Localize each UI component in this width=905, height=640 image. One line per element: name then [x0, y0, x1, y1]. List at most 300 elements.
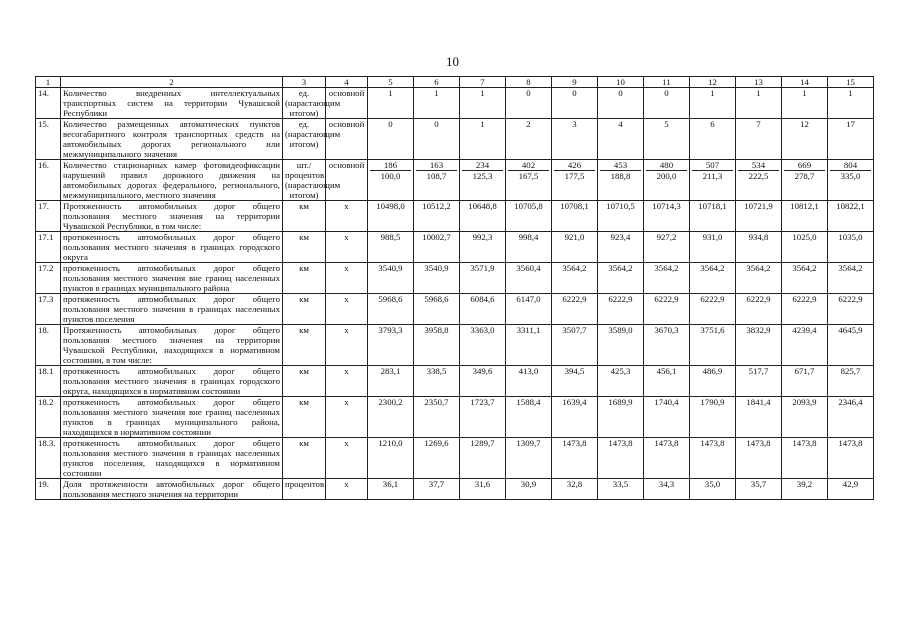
value: 1473,8	[562, 438, 587, 448]
value-cell	[460, 438, 506, 479]
value: 3670,3	[654, 325, 679, 335]
value-cell	[460, 397, 506, 438]
value-cell	[368, 160, 414, 201]
value: 6222,9	[608, 294, 633, 304]
value-cell	[414, 294, 460, 325]
value: 6	[710, 119, 715, 129]
value-cell	[598, 119, 644, 160]
value: 35,0	[704, 479, 721, 489]
value-cell	[828, 119, 874, 160]
value-cell	[598, 397, 644, 438]
value-cell	[782, 397, 828, 438]
value-cell	[736, 160, 782, 201]
value-cell	[828, 325, 874, 366]
table-row	[36, 201, 874, 232]
value: 2	[526, 119, 531, 129]
value: 1289,7	[470, 438, 495, 448]
value: 453	[613, 160, 628, 170]
value: 1269,6	[424, 438, 449, 448]
indicator-type: х	[326, 438, 368, 479]
value: 1790,9	[700, 397, 725, 407]
value-cell	[460, 325, 506, 366]
table-row	[36, 294, 874, 325]
value: 934,8	[748, 232, 769, 242]
value: 413,0	[518, 366, 539, 376]
value: 669	[797, 160, 812, 170]
value: 425,3	[610, 366, 631, 376]
value: 0	[434, 119, 439, 129]
value-cell	[368, 263, 414, 294]
value: 10822,1	[836, 201, 865, 211]
value-cell	[368, 88, 414, 119]
value: 30,9	[520, 479, 537, 489]
value-cell	[782, 88, 828, 119]
value: 17	[846, 119, 855, 129]
value: 0	[618, 88, 623, 98]
value-cell	[598, 479, 644, 500]
indicator-name: протяженность автомобильных дорог общего пользования местного значения в границах городского округа, находящихся в нормативном состоянии	[61, 366, 283, 397]
value-cell	[460, 232, 506, 263]
value: 804	[843, 160, 858, 170]
value: 6222,9	[792, 294, 817, 304]
value-cell	[506, 119, 552, 160]
value-cell	[414, 232, 460, 263]
row-number: 17.2	[36, 263, 61, 294]
value-cell	[828, 263, 874, 294]
value: 1473,8	[608, 438, 633, 448]
value: 10714,3	[652, 201, 681, 211]
value-cell	[782, 232, 828, 263]
unit-of-measure: км	[283, 366, 326, 397]
indicator-type: х	[326, 366, 368, 397]
value-cell	[368, 294, 414, 325]
value: 10710,5	[606, 201, 635, 211]
table-row	[36, 325, 874, 366]
unit-of-measure: км	[283, 201, 326, 232]
value-cell	[506, 438, 552, 479]
row-number: 16.	[36, 160, 61, 201]
value-cell	[598, 438, 644, 479]
value-cell	[644, 201, 690, 232]
value: 35,7	[750, 479, 767, 489]
value-cell	[690, 232, 736, 263]
value-cell	[506, 232, 552, 263]
value-cell	[644, 397, 690, 438]
value: 3311,1	[516, 325, 541, 335]
value-cell	[736, 119, 782, 160]
value-cell	[414, 325, 460, 366]
table-row	[36, 438, 874, 479]
indicator-name: Количество внедренных интеллектуальных транспортных систем на территории Чувашской Республики	[61, 88, 283, 119]
table-header-row	[36, 77, 874, 88]
value-cell	[644, 232, 690, 263]
value-cell	[460, 88, 506, 119]
value: 1	[388, 88, 393, 98]
value: 1	[848, 88, 853, 98]
value-cell	[506, 201, 552, 232]
value-cell	[506, 366, 552, 397]
unit-of-measure: км	[283, 263, 326, 294]
value-cell	[690, 438, 736, 479]
value: 3507,7	[562, 325, 587, 335]
value: 3958,8	[424, 325, 449, 335]
value-cell	[782, 325, 828, 366]
value: 10512,2	[422, 201, 451, 211]
value: 3751,6	[700, 325, 725, 335]
indicator-type: х	[326, 325, 368, 366]
value: 10498,0	[376, 201, 405, 211]
value: 931,0	[702, 232, 723, 242]
value-cell	[690, 263, 736, 294]
value-cell	[736, 88, 782, 119]
unit-of-measure: км	[283, 294, 326, 325]
value: 4645,9	[838, 325, 863, 335]
value: 1210,0	[378, 438, 403, 448]
value-percent: 177,5	[554, 170, 595, 181]
value-percent: 108,7	[416, 170, 457, 181]
value-cell	[598, 201, 644, 232]
value-cell	[506, 325, 552, 366]
value: 507	[705, 160, 720, 170]
indicator-type: основной	[326, 119, 368, 160]
value-cell	[782, 438, 828, 479]
indicator-type: х	[326, 201, 368, 232]
unit-of-measure: км	[283, 397, 326, 438]
value: 3571,9	[470, 263, 495, 273]
value: 0	[526, 88, 531, 98]
value: 1035,0	[838, 232, 863, 242]
value: 234	[475, 160, 490, 170]
value: 31,6	[474, 479, 491, 489]
value: 10648,8	[468, 201, 497, 211]
value-cell	[690, 119, 736, 160]
column-header-7: 7	[460, 77, 506, 88]
value: 825,7	[840, 366, 861, 376]
value: 1841,4	[746, 397, 771, 407]
value-cell	[782, 294, 828, 325]
value: 426	[567, 160, 582, 170]
value: 2350,7	[424, 397, 449, 407]
value-cell	[552, 479, 598, 500]
value: 1	[480, 119, 485, 129]
table-row	[36, 88, 874, 119]
value: 1473,8	[746, 438, 771, 448]
indicator-name: протяженность автомобильных дорог общего пользования местного значения в границах населенных пунктов поселения, находящихся в нормативном состоянии	[61, 438, 283, 479]
table-body	[36, 77, 874, 500]
value-cell	[506, 88, 552, 119]
value-cell	[828, 397, 874, 438]
value: 1740,4	[654, 397, 679, 407]
indicator-type: х	[326, 479, 368, 500]
indicators-table	[35, 76, 874, 500]
value-cell	[552, 263, 598, 294]
value: 3589,0	[608, 325, 633, 335]
value-cell	[736, 263, 782, 294]
value: 1	[710, 88, 715, 98]
value-percent: 222,5	[738, 170, 779, 181]
value-cell	[598, 366, 644, 397]
value: 3564,2	[792, 263, 817, 273]
indicator-name: протяженность автомобильных дорог общего пользования местного значения вне границ населенных пунктов в границах муниципального района, находящихся в нормативном состоянии	[61, 397, 283, 438]
unit-of-measure: км	[283, 438, 326, 479]
column-header-13: 13	[736, 77, 782, 88]
value-cell	[690, 325, 736, 366]
value: 5968,6	[378, 294, 403, 304]
value: 349,6	[472, 366, 493, 376]
value-cell	[414, 88, 460, 119]
value-cell	[782, 366, 828, 397]
value-cell	[828, 160, 874, 201]
value: 1473,8	[700, 438, 725, 448]
value: 1	[434, 88, 439, 98]
table-row	[36, 160, 874, 201]
value-cell	[368, 232, 414, 263]
indicator-type: основной	[326, 160, 368, 201]
value: 6222,9	[562, 294, 587, 304]
row-number: 18.2	[36, 397, 61, 438]
value: 1473,8	[792, 438, 817, 448]
value: 921,0	[564, 232, 585, 242]
value: 3564,2	[838, 263, 863, 273]
unit-of-measure: км	[283, 325, 326, 366]
value-cell	[782, 201, 828, 232]
value-cell	[828, 438, 874, 479]
value: 1473,8	[654, 438, 679, 448]
unit-of-measure: км	[283, 232, 326, 263]
value: 3363,0	[470, 325, 495, 335]
value-cell	[460, 160, 506, 201]
value: 988,5	[380, 232, 401, 242]
value-cell	[414, 438, 460, 479]
value: 6084,6	[470, 294, 495, 304]
row-number: 19.	[36, 479, 61, 500]
value: 6222,9	[654, 294, 679, 304]
value-cell	[782, 479, 828, 500]
value-percent: 278,7	[784, 170, 825, 181]
value-cell	[552, 88, 598, 119]
column-header-2: 2	[61, 77, 283, 88]
value: 923,4	[610, 232, 631, 242]
value: 3540,9	[378, 263, 403, 273]
value-cell	[736, 397, 782, 438]
value: 992,3	[472, 232, 493, 242]
value-cell	[506, 479, 552, 500]
value-cell	[690, 201, 736, 232]
indicator-name: Доля протяженности автомобильных дорог общего пользования местного значения на территории	[61, 479, 283, 500]
value-cell	[690, 366, 736, 397]
value-cell	[828, 294, 874, 325]
value: 3	[572, 119, 577, 129]
value-cell	[368, 366, 414, 397]
value: 10718,1	[698, 201, 727, 211]
value-cell	[506, 160, 552, 201]
value: 7	[756, 119, 761, 129]
value-cell	[552, 294, 598, 325]
value: 283,1	[380, 366, 401, 376]
value-cell	[368, 397, 414, 438]
value-cell	[460, 119, 506, 160]
value: 3564,2	[562, 263, 587, 273]
value: 10721,9	[744, 201, 773, 211]
indicator-name: протяженность автомобильных дорог общего пользования местного значения в границах городского округа	[61, 232, 283, 263]
value-cell	[598, 294, 644, 325]
value: 534	[751, 160, 766, 170]
value: 1689,9	[608, 397, 633, 407]
value: 0	[388, 119, 393, 129]
value: 338,5	[426, 366, 447, 376]
indicator-type: х	[326, 397, 368, 438]
value: 10705,8	[514, 201, 543, 211]
value-cell	[828, 232, 874, 263]
value: 4239,4	[792, 325, 817, 335]
value-cell	[506, 294, 552, 325]
value-cell	[552, 160, 598, 201]
row-number: 18.	[36, 325, 61, 366]
value-cell	[460, 366, 506, 397]
value: 1473,8	[838, 438, 863, 448]
value-cell	[368, 438, 414, 479]
value: 3540,9	[424, 263, 449, 273]
value-cell	[644, 88, 690, 119]
value-cell	[414, 201, 460, 232]
column-header-15: 15	[828, 77, 874, 88]
value: 32,8	[566, 479, 583, 489]
unit-of-measure: шт./процентов (нарастающим итогом)	[283, 160, 326, 201]
value-cell	[552, 232, 598, 263]
column-header-4: 4	[326, 77, 368, 88]
indicator-name: Количество размещенных автоматических пунктов весогабаритного контроля транспортных средств на автомобильных дорогах регионального или межмуниципального значения	[61, 119, 283, 160]
column-header-5: 5	[368, 77, 414, 88]
row-number: 18.3.	[36, 438, 61, 479]
value: 12	[800, 119, 809, 129]
value-cell	[368, 325, 414, 366]
unit-of-measure: ед. (нарастающим итогом)	[283, 88, 326, 119]
value: 5968,6	[424, 294, 449, 304]
value-cell	[598, 263, 644, 294]
value: 10002,7	[422, 232, 451, 242]
value: 33,5	[612, 479, 629, 489]
value-cell	[552, 119, 598, 160]
value-cell	[644, 119, 690, 160]
value-cell	[414, 119, 460, 160]
value: 3560,4	[516, 263, 541, 273]
value: 1	[480, 88, 485, 98]
column-header-1: 1	[36, 77, 61, 88]
value: 186	[383, 160, 398, 170]
indicator-type: х	[326, 294, 368, 325]
value: 37,7	[428, 479, 445, 489]
value: 1309,7	[516, 438, 541, 448]
table-row	[36, 366, 874, 397]
row-number: 17.3	[36, 294, 61, 325]
value-cell	[644, 479, 690, 500]
value-cell	[782, 263, 828, 294]
value: 671,7	[794, 366, 815, 376]
value: 1	[802, 88, 807, 98]
value: 1025,0	[792, 232, 817, 242]
unit-of-measure: процентов	[283, 479, 326, 500]
value: 4	[618, 119, 623, 129]
value: 3564,2	[608, 263, 633, 273]
value-percent: 335,0	[830, 170, 871, 181]
value-cell	[736, 479, 782, 500]
table-row	[36, 479, 874, 500]
value-percent: 188,8	[600, 170, 641, 181]
row-number: 14.	[36, 88, 61, 119]
value-cell	[552, 438, 598, 479]
value-cell	[690, 294, 736, 325]
value-cell	[828, 479, 874, 500]
value-cell	[690, 479, 736, 500]
value-cell	[506, 397, 552, 438]
value-percent: 167,5	[508, 170, 549, 181]
value: 3564,2	[700, 263, 725, 273]
value-cell	[736, 366, 782, 397]
indicator-name: Количество стационарных камер фотовидеофиксации нарушений правил дорожного движения на автомобильных дорогах федерального, регионального, межмуниципального, местного значения	[61, 160, 283, 201]
value-cell	[598, 325, 644, 366]
column-header-10: 10	[598, 77, 644, 88]
value-cell	[736, 325, 782, 366]
value-cell	[598, 232, 644, 263]
unit-of-measure: ед. (нарастающим итогом)	[283, 119, 326, 160]
value-cell	[782, 119, 828, 160]
value: 1	[756, 88, 761, 98]
value: 6222,9	[746, 294, 771, 304]
value: 456,1	[656, 366, 677, 376]
value-cell	[506, 263, 552, 294]
row-number: 18.1	[36, 366, 61, 397]
value: 1723,7	[470, 397, 495, 407]
table-row	[36, 232, 874, 263]
value-cell	[644, 263, 690, 294]
value-cell	[414, 366, 460, 397]
value-cell	[690, 160, 736, 201]
value-cell	[552, 366, 598, 397]
value: 10708,1	[560, 201, 589, 211]
value-cell	[828, 88, 874, 119]
value: 39,2	[796, 479, 813, 489]
column-header-14: 14	[782, 77, 828, 88]
value-cell	[736, 294, 782, 325]
row-number: 17.	[36, 201, 61, 232]
value: 2346,4	[838, 397, 863, 407]
column-header-11: 11	[644, 77, 690, 88]
indicator-name: протяженность автомобильных дорог общего пользования местного значения в границах населенных пунктов поселения	[61, 294, 283, 325]
value-cell	[552, 397, 598, 438]
indicator-type: х	[326, 263, 368, 294]
value: 3832,9	[746, 325, 771, 335]
value-cell	[460, 294, 506, 325]
value-cell	[690, 88, 736, 119]
value-percent: 100,0	[370, 170, 411, 181]
value-cell	[644, 438, 690, 479]
value: 3793,3	[378, 325, 403, 335]
value: 480	[659, 160, 674, 170]
value-cell	[368, 119, 414, 160]
value-cell	[736, 438, 782, 479]
column-header-12: 12	[690, 77, 736, 88]
value: 6147,0	[516, 294, 541, 304]
value: 10812,1	[790, 201, 819, 211]
value-cell	[736, 201, 782, 232]
value-percent: 200,0	[646, 170, 687, 181]
row-number: 15.	[36, 119, 61, 160]
value-cell	[460, 263, 506, 294]
value: 6222,9	[838, 294, 863, 304]
value-percent: 125,3	[462, 170, 503, 181]
row-number: 17.1	[36, 232, 61, 263]
page-number: 10	[446, 54, 459, 69]
